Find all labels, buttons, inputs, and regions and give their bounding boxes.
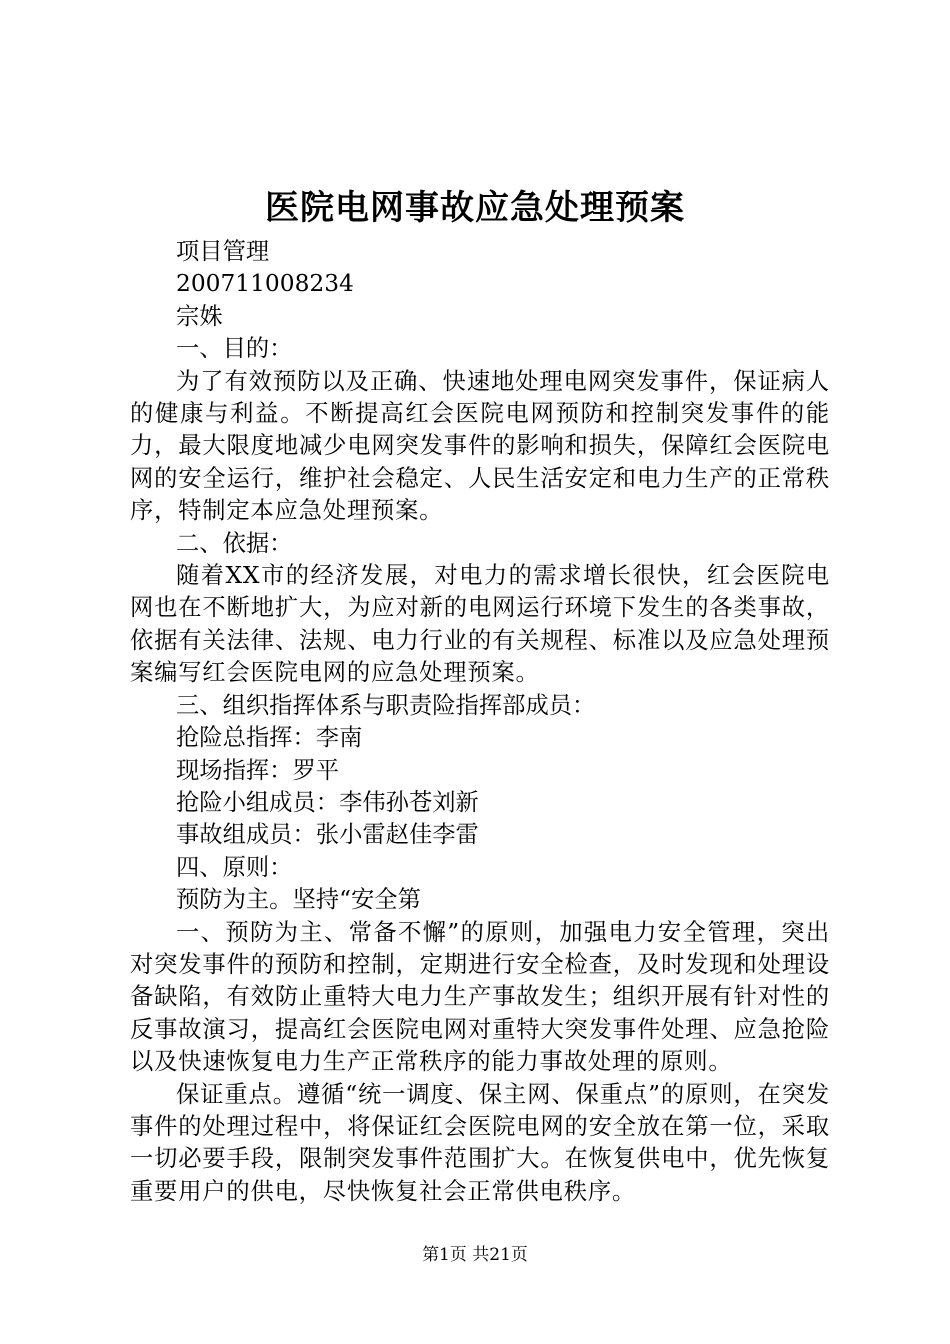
accident-team-line: 事故组成员：张小雷赵佳李雷 <box>176 821 479 849</box>
commander-line: 抢险总指挥：李南 <box>176 724 363 752</box>
site-commander-line: 现场指挥：罗平 <box>176 756 340 784</box>
student-id-line: 200711008234 <box>176 270 354 298</box>
section-heading-principles: 四、原则： <box>176 853 293 881</box>
paragraph-key-points: 保证重点。遵循“统一调度、保主网、保重点”的原则，在突发事件的处理过程中，将保证红会医院电网的安全放在第一位，采取一切必要手段，限制突发事件范围扩大。在恢复供电中，优先恢复重要用户的供电，尽快恢复社会正常供电秩序。 <box>130 1080 830 1205</box>
document-body <box>130 236 830 1208</box>
paragraph-purpose: 为了有效预防以及正确、快速地处理电网突发事件，保证病人的健康与利益。不断提高红会医院电网预防和控制突发事件的能力，最大限度地减少电网突发事件的影响和损失，保障红会医院电网的安全运行，维护社会稳定、人民生活安定和电力生产的正常秩序，特制定本应急处理预案。 <box>130 367 830 525</box>
paragraph-basis: 随着XX市的经济发展，对电力的需求增长很快，红会医院电网也在不断地扩大，为应对新的电网运行环境下发生的各类事故，依据有关法律、法规、电力行业的有关规程、标准以及应急处理预案编写红会医院电网的应急处理预案。 <box>130 562 830 687</box>
author-line: 宗姝 <box>176 302 223 330</box>
document-title: 医院电网事故应急处理预案 <box>265 188 685 228</box>
section-heading-basis: 二、依据： <box>176 529 293 557</box>
section-heading-purpose: 一、目的： <box>176 335 293 363</box>
section-heading-organization: 三、组织指挥体系与职责险指挥部成员： <box>176 691 596 719</box>
principle-prevention-line: 预防为主。坚持“安全第 <box>176 886 421 914</box>
subject-line: 项目管理 <box>176 238 270 265</box>
rescue-team-line: 抢险小组成员：李伟孙苍刘新 <box>176 788 479 816</box>
paragraph-prevention: 一、预防为主、常备不懈”的原则，加强电力安全管理，突出对突发事件的预防和控制，定期进行安全检查，及时发现和处理设备缺陷，有效防止重特大电力生产事故发生；组织开展有针对性的反事故演习，提高红会医院电网对重特大突发事件处理、应急抢险以及快速恢复电力生产正常秩序的能力事故处理的原则。 <box>130 918 830 1076</box>
page-footer: 第1页 共21页 <box>422 1245 528 1265</box>
